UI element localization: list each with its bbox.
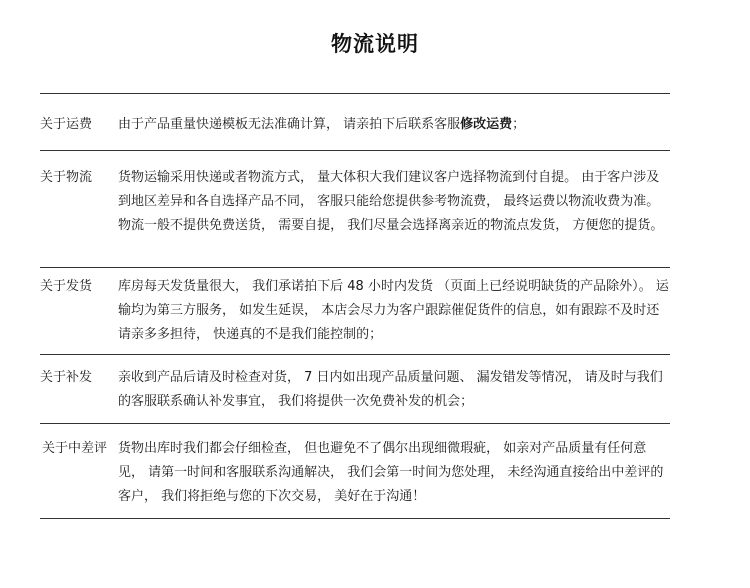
section-negative-review: [40, 423, 670, 519]
section-delivery: [40, 267, 670, 355]
section-logistics: [40, 150, 670, 268]
modify-shipping-fee-highlight: 修改运费: [460, 117, 513, 132]
section-text-reissue: 亲收到产品后请及时检查对货， 7 日内如出现产品质量问题、 漏发错发等情况， 请及时与我们的客服联系确认补发事宜， 我们将提供一次免费补发的机会；: [118, 370, 663, 409]
page-title: 物流说明: [331, 32, 419, 56]
section-text-delivery: 库房每天发货量很大， 我们承诺拍下后 48 小时内发货 （页面上已经说明缺货的产品除外）。 运输均为第三方服务， 如发生延误， 本店会尽力为客户跟踪催促货件的信息，如有跟踪不及时还请亲多多担待， 快递真的不是我们能控制的；: [118, 279, 669, 342]
section-text-shipping-fee: [118, 113, 672, 137]
section-reissue: [40, 354, 670, 424]
shipping-fee-text-after: ；: [512, 117, 526, 132]
section-label-shipping-fee: 关于运费: [40, 117, 93, 132]
section-label-reissue: 关于补发: [40, 370, 93, 385]
section-text-logistics: 货物运输采用快递或者物流方式， 量大体积大我们建议客户选择物流到付自提。 由于客户涉及到地区差异和各自选择产品不同， 客服只能给您提供参考物流费， 最终运费以物流收费为准。 物流一般不提供免费送货， 需要自提， 我们尽量会选择离亲近的物流点发货， 方便您的提货。: [118, 170, 664, 233]
section-label-negative-review: 关于中差评: [42, 441, 108, 456]
shipping-fee-text-before: 由于产品重量快递模板无法准确计算， 请亲拍下后联系客服: [118, 117, 461, 132]
section-label-logistics: 关于物流: [40, 170, 93, 185]
section-shipping-fee: [40, 93, 670, 151]
section-text-negative-review: 货物出库时我们都会仔细检查， 但也避免不了偶尔出现细微瑕疵， 如亲对产品质量有任何意见， 请第一时间和客服联系沟通解决， 我们会第一时间为您处理， 未经沟通直接给出中差评的客户， 我们将拒绝与您的下次交易， 美好在于沟通！: [118, 441, 664, 504]
section-label-delivery: 关于发货: [40, 279, 93, 294]
